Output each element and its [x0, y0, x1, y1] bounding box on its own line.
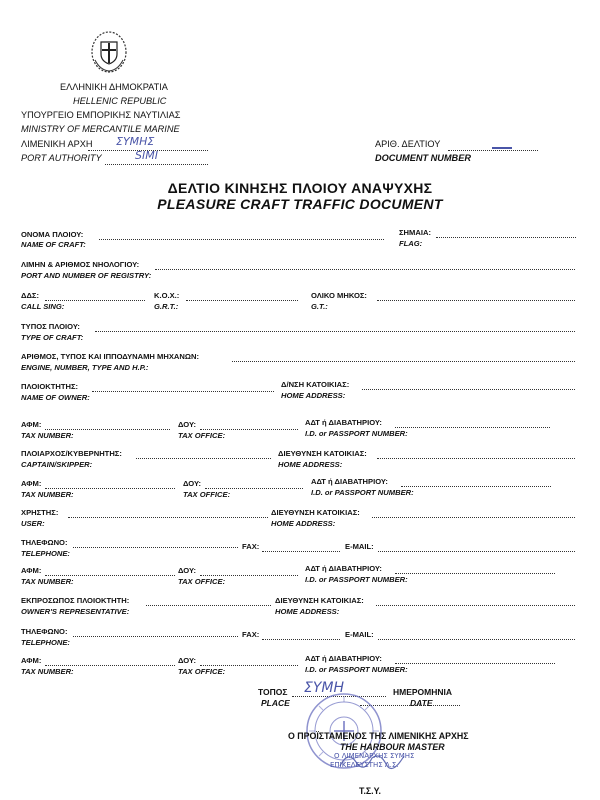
user-en: USER: — [21, 519, 45, 528]
flag-en: FLAG: — [399, 239, 423, 248]
owner-address-input[interactable] — [362, 389, 575, 390]
captain-tax-office-gr: ΔΟΥ: — [183, 479, 201, 488]
captain-tax-office-en: TAX OFFICE: — [183, 490, 231, 499]
captain-tax-number-input[interactable] — [45, 488, 175, 489]
document-number-gr: ΑΡΙΘ. ΔΕΛΤΙΟΥ — [375, 139, 441, 149]
grt-en: G.R.T.: — [154, 302, 179, 311]
document-number-mark — [492, 147, 512, 149]
owner-address-en: HOME ADDRESS: — [281, 391, 346, 400]
representative-tax-number-input[interactable] — [45, 665, 175, 666]
document-number-en: DOCUMENT NUMBER — [375, 153, 471, 163]
engine-input[interactable] — [232, 361, 575, 362]
captain-id-input[interactable] — [401, 486, 551, 487]
engine-en: ENGINE, NUMBER, TYPE AND H.P.: — [21, 363, 149, 372]
captain-id-en: I.D. or PASSPORT NUMBER: — [311, 488, 414, 497]
owner-gr: ΠΛΟΙΟΚΤΗΤΗΣ: — [21, 382, 79, 391]
user-tax-number-input[interactable] — [45, 575, 175, 576]
call-sign-en: CALL SING: — [21, 302, 65, 311]
captain-tax-number-en: TAX NUMBER: — [21, 490, 74, 499]
email-input[interactable] — [378, 551, 575, 552]
representative-id-gr: ΑΔΤ ή ΔΙΑΒΑΤΗΡΙΟΥ: — [305, 654, 382, 663]
telephone-en: TELEPHONE: — [21, 549, 70, 558]
length-en: G.T.: — [311, 302, 328, 311]
user-tax-office-en: TAX OFFICE: — [178, 577, 226, 586]
representative-telephone-en: TELEPHONE: — [21, 638, 70, 647]
user-address-gr: ΔΙΕΥΘΥΝΣΗ ΚΑΤΟΙΚΙΑΣ: — [271, 508, 360, 517]
representative-tax-number-en: TAX NUMBER: — [21, 667, 74, 676]
representative-gr: ΕΚΠΡΟΣΩΠΟΣ ΠΛΟΙΟΚΤΗΤΗ: — [21, 596, 130, 605]
grt-input[interactable] — [186, 300, 298, 301]
representative-tax-office-input[interactable] — [200, 665, 298, 666]
telephone-gr: ΤΗΛΕΦΩΝΟ: — [21, 538, 68, 547]
user-id-gr: ΑΔΤ ή ΔΙΑΒΑΤΗΡΙΟΥ: — [305, 564, 382, 573]
greek-coat-of-arms-icon — [90, 30, 128, 74]
port-authority-gr: ΛΙΜΕΝΙΚΗ ΑΡΧΗ — [21, 139, 93, 149]
telephone-input[interactable] — [73, 547, 238, 548]
user-tax-office-input[interactable] — [200, 575, 298, 576]
captain-tax-office-input[interactable] — [205, 488, 303, 489]
date-gr: ΗΜΕΡΟΜΗΝΙΑ — [393, 687, 453, 697]
port-authority-line-en — [105, 164, 208, 165]
registry-gr: ΛΙΜΗΝ & ΑΡΙΘΜΟΣ ΝΗΟΛΟΓΙΟΥ: — [21, 260, 140, 269]
ministry-en: MINISTRY OF MERCANTILE MARINE — [21, 124, 180, 134]
craft-type-gr: ΤΥΠΟΣ ΠΛΟΙΟΥ: — [21, 322, 80, 331]
registry-input[interactable] — [155, 269, 575, 270]
representative-tax-office-en: TAX OFFICE: — [178, 667, 226, 676]
engine-gr: ΑΡΙΘΜΟΣ, ΤΥΠΟΣ ΚΑΙ ΙΠΠΟΔΥΝΑΜΗ ΜΗΧΑΝΩΝ: — [21, 352, 199, 361]
user-input[interactable] — [68, 517, 268, 518]
port-authority-value-en: SIMI — [135, 149, 158, 162]
hellenic-republic-gr: ΕΛΛΗΝΙΚΗ ΔΗΜΟΚΡΑΤΙΑ — [60, 82, 168, 92]
flag-gr: ΣΗΜΑΙΑ: — [399, 228, 431, 237]
user-id-input[interactable] — [395, 573, 555, 574]
user-tax-office-gr: ΔΟΥ: — [178, 566, 196, 575]
owner-tax-office-input[interactable] — [200, 429, 298, 430]
representative-input[interactable] — [146, 605, 271, 606]
document-number-line — [448, 150, 538, 151]
representative-telephone-input[interactable] — [73, 636, 238, 637]
representative-address-gr: ΔΙΕΥΘΥΝΣΗ ΚΑΤΟΙΚΙΑΣ: — [275, 596, 364, 605]
owner-id-input[interactable] — [395, 427, 550, 428]
representative-address-en: HOME ADDRESS: — [275, 607, 340, 616]
flag-input[interactable] — [436, 237, 576, 238]
call-sign-gr: ΔΔΣ: — [21, 291, 40, 300]
owner-tax-office-gr: ΔΟΥ: — [178, 420, 196, 429]
craft-name-input[interactable] — [99, 239, 384, 240]
signature-block-gr: Ο ΛΙΜΕΝΑΡΧΗΣ ΣΥΜΗΣ — [334, 752, 415, 760]
owner-id-gr: ΑΔΤ ή ΔΙΑΒΑΤΗΡΙΟΥ: — [305, 418, 382, 427]
user-gr: ΧΡΗΣΤΗΣ: — [21, 508, 59, 517]
port-authority-value-gr: ΣΥΜΗΣ — [116, 135, 155, 148]
ministry-gr: ΥΠΟΥΡΓΕΙΟ ΕΜΠΟΡΙΚΗΣ ΝΑΥΤΙΛΙΑΣ — [21, 110, 181, 120]
port-authority-en: PORT AUTHORITY — [21, 153, 102, 163]
captain-gr: ΠΛΟΙΑΡΧΟΣ/ΚΥΒΕΡΝΗΤΗΣ: — [21, 449, 122, 458]
fax-input[interactable] — [262, 551, 340, 552]
owner-input[interactable] — [92, 391, 274, 392]
user-tax-number-gr: ΑΦΜ: — [21, 566, 42, 575]
captain-address-en: HOME ADDRESS: — [278, 460, 343, 469]
owner-address-gr: Δ/ΝΣΗ ΚΑΤΟΙΚΙΑΣ: — [281, 380, 350, 389]
representative-id-input[interactable] — [395, 663, 555, 664]
signature-rank-gr: ΕΠΙΚΕΛΕΥΣΤΗΣ Λ.Σ. — [330, 761, 399, 769]
harbour-master-en: THE HARBOUR MASTER — [340, 742, 445, 752]
title-gr: ΔΕΛΤΙΟ ΚΙΝΗΣΗΣ ΠΛΟΙΟΥ ΑΝΑΨΥΧΗΣ — [167, 180, 433, 196]
owner-tax-number-gr: ΑΦΜ: — [21, 420, 42, 429]
grt-gr: Κ.Ο.Χ.: — [154, 291, 180, 300]
representative-en: OWNER'S REPRESENTATIVE: — [21, 607, 130, 616]
owner-tax-number-en: TAX NUMBER: — [21, 431, 74, 440]
owner-tax-number-input[interactable] — [45, 429, 170, 430]
length-input[interactable] — [377, 300, 575, 301]
captain-address-gr: ΔΙΕΥΘΥΝΣΗ ΚΑΤΟΙΚΙΑΣ: — [278, 449, 367, 458]
hellenic-republic-en: HELLENIC REPUBLIC — [73, 96, 167, 106]
representative-tax-office-gr: ΔΟΥ: — [178, 656, 196, 665]
representative-email-label: E-MAIL: — [345, 630, 374, 639]
representative-id-en: I.D. or PASSPORT NUMBER: — [305, 665, 408, 674]
representative-email-input[interactable] — [378, 639, 575, 640]
user-address-input[interactable] — [372, 517, 575, 518]
tsy-label: Τ.Σ.Υ. — [359, 786, 381, 796]
call-sign-input[interactable] — [45, 300, 145, 301]
signature-scribble — [338, 746, 408, 774]
craft-name-gr: ΟΝΟΜΑ ΠΛΟΙΟΥ: — [21, 230, 84, 239]
craft-name-en: NAME OF CRAFT: — [21, 240, 86, 249]
user-id-en: I.D. or PASSPORT NUMBER: — [305, 575, 408, 584]
captain-id-gr: ΑΔΤ ή ΔΙΑΒΑΤΗΡΙΟΥ: — [311, 477, 388, 486]
user-tax-number-en: TAX NUMBER: — [21, 577, 74, 586]
craft-type-input[interactable] — [95, 331, 575, 332]
email-label: E-MAIL: — [345, 542, 374, 551]
craft-type-en: TYPE OF CRAFT: — [21, 333, 84, 342]
registry-en: PORT AND NUMBER OF REGISTRY: — [21, 271, 152, 280]
owner-tax-office-en: TAX OFFICE: — [178, 431, 226, 440]
length-gr: ΟΛΙΚΟ ΜΗΚΟΣ: — [311, 291, 367, 300]
fax-label: FAX: — [242, 542, 260, 551]
captain-en: CAPTAIN/SKIPPER: — [21, 460, 93, 469]
captain-address-input[interactable] — [377, 458, 575, 459]
representative-tax-number-gr: ΑΦΜ: — [21, 656, 42, 665]
owner-en: NAME OF OWNER: — [21, 393, 90, 402]
title-en: PLEASURE CRAFT TRAFFIC DOCUMENT — [157, 196, 443, 212]
user-address-en: HOME ADDRESS: — [271, 519, 336, 528]
representative-fax-input[interactable] — [262, 639, 340, 640]
representative-fax-label: FAX: — [242, 630, 260, 639]
representative-address-input[interactable] — [376, 605, 575, 606]
owner-id-en: I.D. or PASSPORT NUMBER: — [305, 429, 408, 438]
place-gr: ΤΟΠΟΣ — [258, 687, 288, 697]
captain-tax-number-gr: ΑΦΜ: — [21, 479, 42, 488]
captain-input[interactable] — [136, 458, 271, 459]
representative-telephone-gr: ΤΗΛΕΦΩΝΟ: — [21, 627, 68, 636]
place-en: PLACE — [261, 698, 290, 708]
date-en: DATE — [410, 698, 433, 708]
harbour-master-gr: Ο ΠΡΟΪΣΤΑΜΕΝΟΣ ΤΗΣ ΛΙΜΕΝΙΚΗΣ ΑΡΧΗΣ — [288, 731, 469, 741]
place-value: ΣΥΜΗ — [304, 680, 345, 696]
